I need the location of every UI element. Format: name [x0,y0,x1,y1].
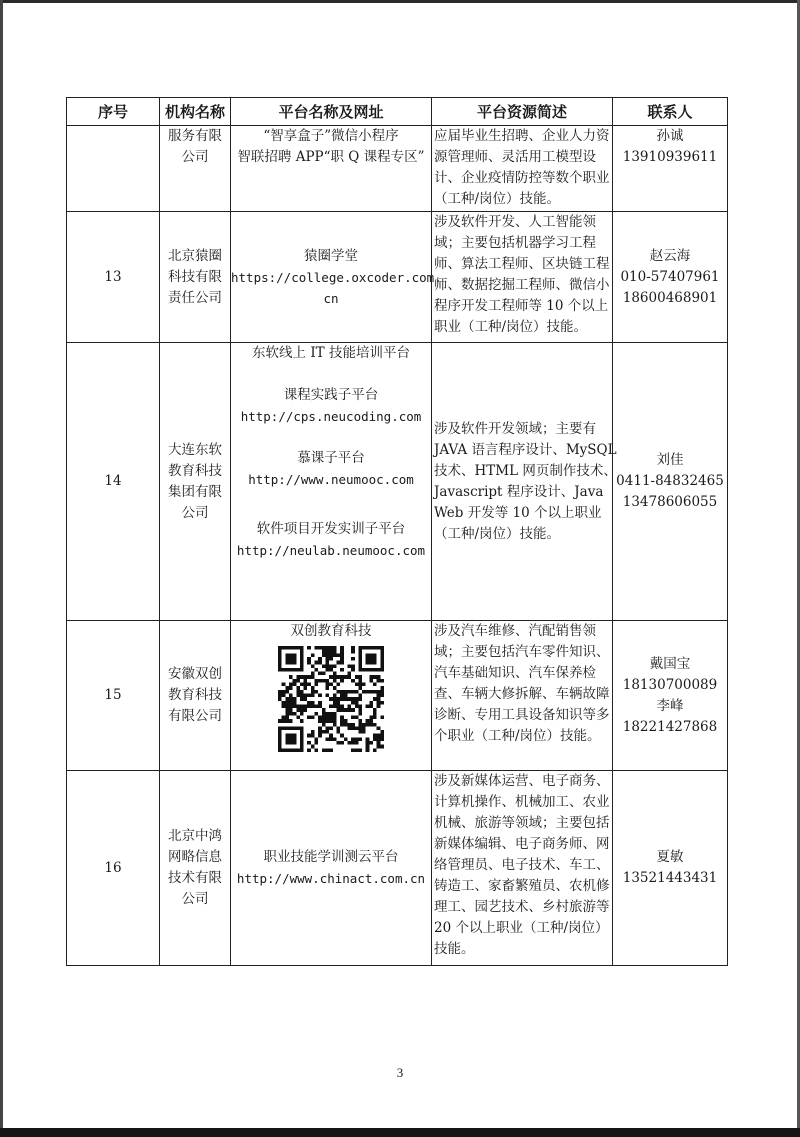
desc-line: 涉及软件开发、人工智能领 [434,214,596,230]
cell-org [160,212,231,343]
desc-line: 查、车辆大修拆解、车辆故障 [434,686,610,702]
contact-line: 夏敏 [656,849,684,865]
header-org: 机构名称 [160,98,231,126]
cell-contact [613,621,728,771]
desc-line: 程序开发工程师等 10 个以上 [434,298,609,314]
org-line: 教育科技 [168,687,222,703]
contact-line: 13478606055 [622,494,718,510]
cell-contact [613,343,728,621]
desc-line: 铸造工、家畜繁殖员、农机修 [434,878,610,894]
contact-line: 孙诚 [656,128,684,144]
platform-url: http://www.chinact.com.cn [236,871,426,886]
desc-line: 络管理员、电子技术、车工、 [434,857,610,873]
contact-line: 18130700089 [622,676,718,693]
desc-line: （工种/岗位）技能。 [434,525,561,542]
cell-platform [231,771,432,966]
platform-url: http://cps.neucoding.com [240,409,422,424]
cell-no: 15 [67,621,160,771]
desc-line: 技能。 [434,941,475,957]
contact-line: 010-57407961 [620,268,720,285]
cell-description [432,621,613,771]
cell-no [67,126,160,212]
cell-description [432,212,613,343]
page-number: 3 [396,1065,404,1080]
contact-line: 李峰 [656,697,684,714]
header-platform: 平台名称及网址 [231,98,432,126]
cell-description [432,771,613,966]
header-contact: 联系人 [613,98,728,126]
desc-line: 计算机操作、机械加工、农业 [434,794,610,810]
org-line: 教育科技 [168,462,222,479]
desc-line: 新媒体编辑、电子商务师、网 [434,836,610,852]
platform-url: https://college.oxcoder.com. [231,269,442,285]
table-row [67,212,728,343]
desc-line: 涉及汽车维修、汽配销售领 [434,623,596,639]
desc-line: 涉及软件开发领域；主要有 [434,420,596,437]
desc-line: 技术、HTML 网页制作技术、 [434,462,617,479]
desc-line: 理工、园艺技术、乡村旅游等 [434,899,610,915]
cell-no: 13 [67,212,160,343]
platform-name: 东软线上 IT 技能培训平台 [252,345,410,361]
desc-line: 个职业（工种/岗位）技能。 [434,728,601,744]
scan-edge-bottom [0,1128,800,1137]
cell-platform [231,621,432,771]
platform-name: 职业技能学训测云平台 [263,849,399,865]
org-line: 北京中鸿 [168,828,222,844]
cell-contact [613,126,728,212]
contact-line: 0411-84832465 [616,473,724,489]
org-line: 技术有限 [168,870,222,886]
table-row [67,343,728,621]
cell-description [432,126,613,212]
org-line: 安徽双创 [168,666,222,682]
platform-name: 慕课子平台 [297,450,365,466]
contact-line: 刘佳 [656,452,684,468]
org-line: 责任公司 [168,289,222,306]
contact-line: 13910939611 [622,149,718,165]
desc-line: 涉及新媒体运营、电子商务、 [434,773,610,789]
desc-line: Web 开发等 10 个以上职业 [434,504,602,521]
platform-name: 课程实践子平台 [283,387,379,403]
header-description: 平台资源简述 [432,98,613,126]
cell-contact [613,771,728,966]
desc-line: 域；主要包括机器学习工程 [434,235,596,251]
desc-line: 应届毕业生招聘、企业人力资 [434,128,610,144]
platform-name: 双创教育科技 [290,623,372,639]
platform-line: “智享盒子”微信小程序 [263,128,399,144]
header-no: 序号 [67,98,160,126]
cell-org [160,771,231,966]
contact-line: 18600468901 [622,289,718,306]
platform-name: 猿圈学堂 [304,247,358,264]
org-line: 大连东软 [168,441,222,458]
org-line: 有限公司 [168,708,222,724]
org-line: 公司 [181,891,209,907]
platform-table [66,97,728,966]
table-row [67,126,728,212]
cell-platform [231,212,442,343]
spacer [231,364,431,385]
contact-line: 18221427868 [622,718,718,735]
desc-line: 20 个以上职业（工种/岗位） [434,920,609,936]
desc-line: 机械、旅游等领域；主要包括 [434,815,610,831]
cell-contact [613,212,728,343]
table-row [67,771,728,966]
org-line: 服务有限 [168,128,222,144]
org-line: 公司 [181,149,209,165]
desc-line: 职业（工种/岗位）技能。 [434,319,588,335]
org-line: 科技有限 [168,268,222,285]
org-line: 网略信息 [168,849,222,865]
desc-line: 源管理师、灵活用工模型设 [434,149,596,165]
contact-line: 赵云海 [649,247,691,264]
cell-platform [231,126,432,212]
platform-line: 智联招聘 APP“职 Q 课程专区” [237,149,425,165]
desc-line: （工种/岗位）技能。 [434,191,561,207]
cell-no: 16 [67,771,160,966]
desc-line: 师、算法工程师、区块链工程 [434,256,610,272]
desc-line: 汽车基础知识、汽车保养检 [434,665,596,681]
spacer [231,490,431,511]
scan-edge-top [0,0,800,3]
desc-line: JAVA 语言程序设计、MySQL [434,441,617,458]
scan-edge-left [0,0,3,1137]
contact-line: 戴国宝 [649,655,691,672]
spacer [231,511,431,519]
qr-code-image [278,646,384,752]
spacer [231,427,431,448]
org-line: 集团有限 [168,483,222,500]
table-header-row [67,98,728,126]
desc-line: 师、数据挖掘工程师、微信小 [434,277,610,293]
cell-org [160,621,231,771]
cell-org [160,343,231,621]
cell-platform [231,343,432,621]
contact-line: 13521443431 [622,870,718,886]
desc-line: 计、企业疫情防控等数个职业 [434,170,610,186]
cell-description [432,343,617,621]
cell-org [160,126,231,212]
platform-url: http://www.neumooc.com [248,472,414,487]
cell-no: 14 [67,343,160,621]
platform-name: 软件项目开发实训子平台 [256,521,406,537]
platform-url: http://neulab.neumooc.com [236,543,426,558]
desc-line: Javascript 程序设计、Java [434,483,604,500]
platform-url: cn [323,290,339,306]
org-line: 北京猿圈 [168,247,222,264]
desc-line: 域；主要包括汽车零件知识、 [434,644,610,660]
table-row [67,621,728,771]
desc-line: 诊断、专用工具设备知识等多 [434,707,610,723]
org-line: 公司 [181,504,209,521]
